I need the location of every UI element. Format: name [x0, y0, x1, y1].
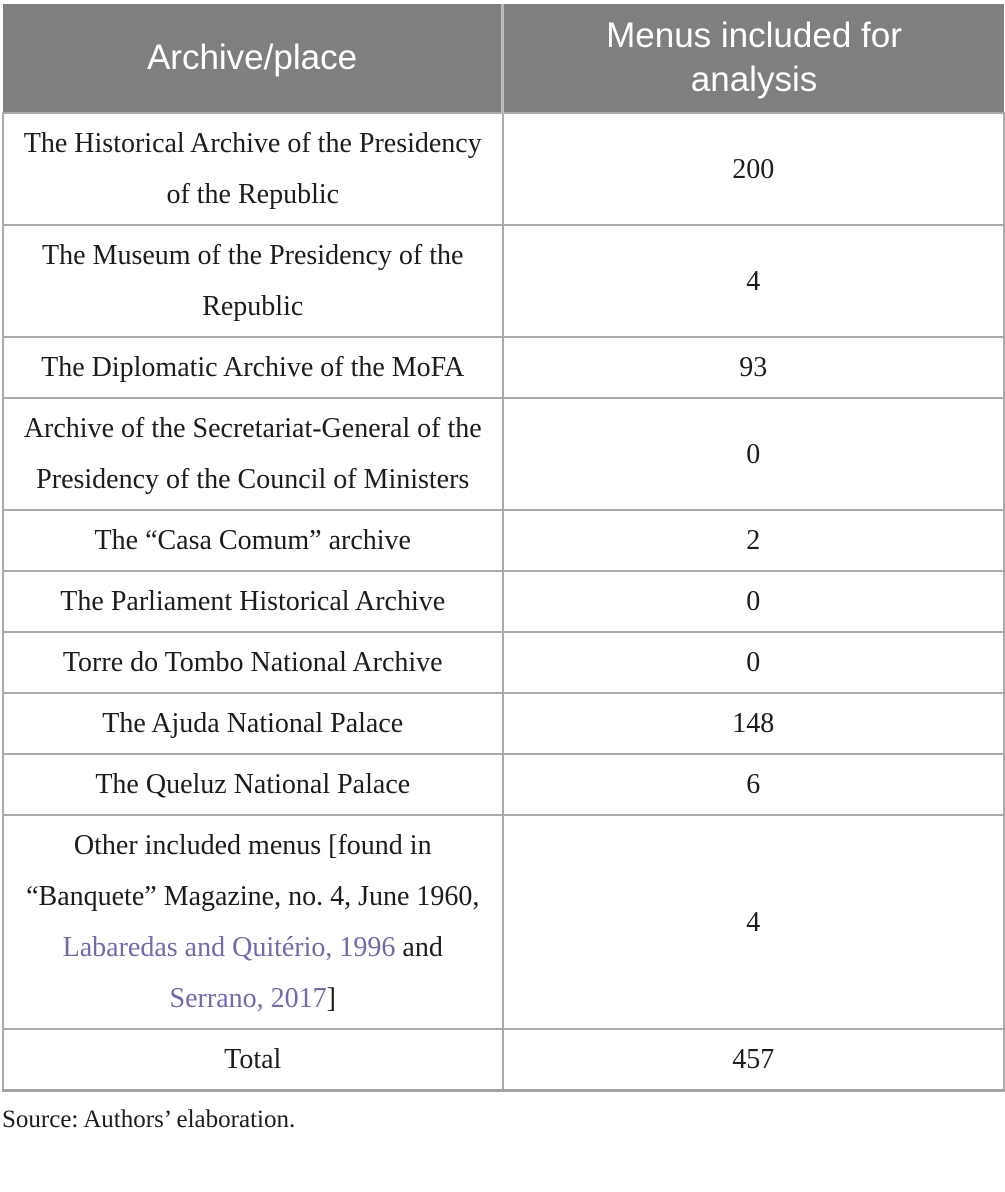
archive-name: The Ajuda National Palace	[102, 708, 404, 739]
table-row	[3, 225, 1004, 337]
archive-name: The “Casa Comum” archive	[94, 525, 411, 556]
table-row	[3, 398, 1004, 510]
other-menus-text: and	[395, 932, 443, 963]
archive-name: The Parliament Historical Archive	[60, 586, 446, 617]
column-header-archive-place	[3, 4, 503, 113]
count-cell: 4	[503, 815, 1005, 1029]
citation-link-labaredas-quiterio-1996[interactable]: Labaredas and Quitério, 1996	[62, 932, 396, 963]
total-count-cell: 457	[503, 1029, 1005, 1091]
table-row	[3, 113, 1004, 225]
count-cell: 0	[503, 398, 1005, 510]
table-row	[3, 632, 1004, 693]
table-row	[3, 754, 1004, 815]
table-body	[3, 113, 1004, 1091]
archive-cell	[3, 632, 503, 693]
count-cell: 0	[503, 632, 1005, 693]
count-cell: 4	[503, 225, 1005, 337]
column-header-label: Archive/place	[146, 38, 358, 77]
other-menus-text: ]	[326, 983, 336, 1014]
count-cell: 2	[503, 510, 1005, 571]
archive-name: Torre do Tombo National Archive	[62, 647, 443, 678]
archive-cell	[3, 337, 503, 398]
table-row	[3, 693, 1004, 754]
archive-name-with-citations	[23, 820, 483, 1024]
count-cell: 93	[503, 337, 1005, 398]
total-label-cell: Total	[3, 1029, 503, 1091]
source-note: Source: Authors’ elaboration.	[2, 1106, 296, 1133]
archive-name: Archive of the Secretariat-General of the Presidency of the Council of Ministers	[23, 413, 482, 495]
table-header	[3, 4, 1004, 113]
table-row	[3, 510, 1004, 571]
table-row	[3, 571, 1004, 632]
archive-cell	[3, 754, 503, 815]
archive-cell	[3, 510, 503, 571]
column-header-label: Menus included for analysis	[606, 16, 902, 99]
archive-cell	[3, 113, 503, 225]
count-cell: 6	[503, 754, 1005, 815]
archive-cell	[3, 693, 503, 754]
archive-name: The Diplomatic Archive of the MoFA	[41, 352, 465, 383]
count-cell: 148	[503, 693, 1005, 754]
archive-cell	[3, 225, 503, 337]
header-row	[3, 4, 1004, 113]
table-row-total	[3, 1029, 1004, 1091]
count-cell: 200	[503, 113, 1005, 225]
archive-cell	[3, 571, 503, 632]
archives-menus-table	[2, 4, 1005, 1092]
other-menus-text: Other included menus [found in “Banquete” Magazine, no. 4, June 1960,	[26, 830, 480, 912]
archive-name: The Historical Archive of the Presidency of the Republic	[23, 128, 482, 210]
column-header-menus-included	[503, 4, 1005, 113]
citation-link-serrano-2017[interactable]: Serrano, 2017	[169, 983, 327, 1014]
table-row	[3, 337, 1004, 398]
table-row-other-included-menus	[3, 815, 1004, 1029]
count-cell: 0	[503, 571, 1005, 632]
archive-name: The Museum of the Presidency of the Republic	[42, 240, 464, 322]
archive-cell	[3, 398, 503, 510]
archive-name: The Queluz National Palace	[95, 769, 411, 800]
archive-cell	[3, 815, 503, 1029]
